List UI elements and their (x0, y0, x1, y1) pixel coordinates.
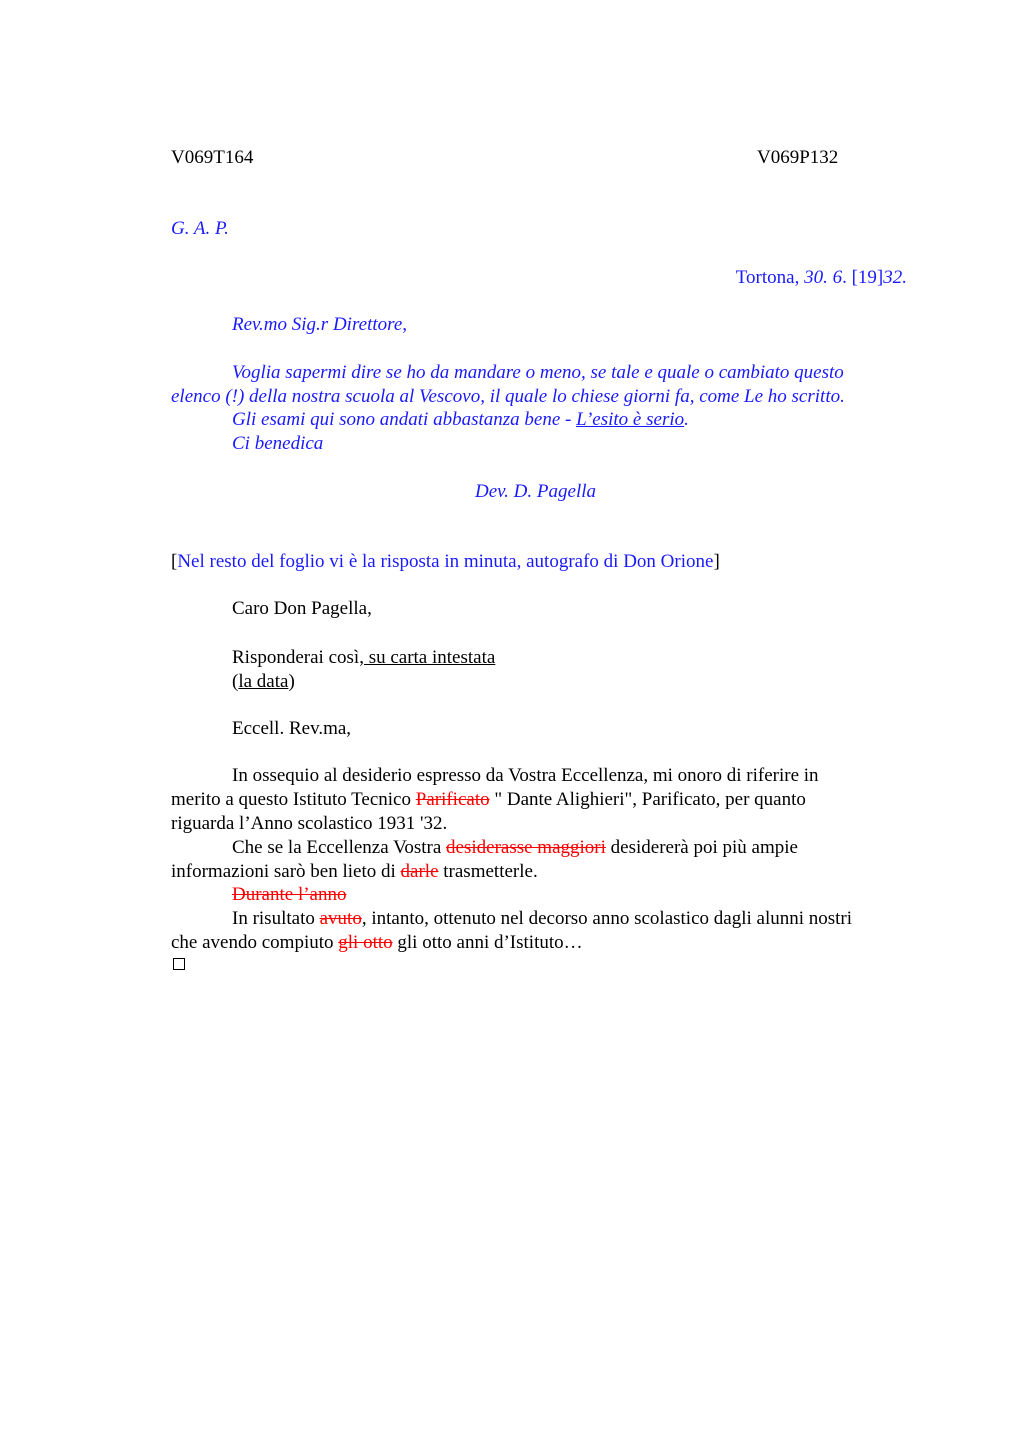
reply-text: Che se la Eccellenza Vostra (232, 837, 447, 858)
salutation: Rev.mo Sig.r Direttore, (232, 314, 408, 335)
date-day: 30. 6 (804, 267, 843, 288)
date-bracket: [19] (851, 267, 884, 288)
reply-text: che avendo compiuto (171, 932, 339, 953)
right-code: V069P132 (757, 147, 839, 168)
signature: Dev. D. Pagella (475, 481, 596, 502)
letter-paragraph-line: elenco (!) della nostra scuola al Vescovo, il quale lo chiese giorni fa, come Le ho scritto. (171, 386, 845, 407)
place: Tortona, (735, 267, 805, 288)
date-underlined: la data (238, 671, 289, 692)
reply-line (232, 907, 852, 931)
reply-line (171, 788, 806, 812)
struck-text: desiderasse maggiori (446, 837, 606, 858)
empty-square-icon (173, 958, 185, 970)
exams-underlined: L’esito è serio (576, 409, 685, 430)
reply-text: merito a questo Istituto Tecnico (171, 789, 416, 810)
exams-text: Gli esami qui sono andati abbastanza bene - (232, 409, 577, 430)
reply-text: gli otto anni d’Istituto… (392, 932, 583, 953)
note-open-bracket: [ (171, 551, 178, 572)
struck-text: Parificato (415, 789, 490, 810)
reply-text: desidererà poi più ampie (605, 837, 798, 858)
reply-greeting: Caro Don Pagella, (232, 598, 372, 619)
letter-paragraph-line (232, 408, 689, 432)
struck-text: gli otto (338, 932, 393, 953)
reply-line: In ossequio al desiderio espresso da Vostra Eccellenza, mi onoro di riferire in (232, 765, 819, 786)
reply-address: Eccell. Rev.ma, (232, 718, 352, 739)
reply-instruction (232, 646, 495, 670)
left-code: V069T164 (171, 147, 254, 168)
reply-text: trasmetterle. (438, 861, 538, 882)
reply-text: informazioni sarò ben lieto di (171, 861, 401, 882)
instruction-underlined: , su carta intestata (359, 647, 496, 668)
reply-line (171, 931, 583, 955)
reply-date-note (232, 670, 295, 694)
date-dot: . (842, 267, 852, 288)
letter-paragraph-line: Voglia sapermi dire se ho da mandare o meno, se tale e quale o cambiato questo (232, 362, 844, 383)
struck-text: avuto (319, 908, 362, 929)
reply-line (232, 836, 798, 860)
struck-line: Durante l’anno (232, 884, 347, 905)
note-close-bracket: ] (713, 551, 720, 572)
sender: G. A. P. (171, 218, 229, 239)
exams-period: . (684, 409, 689, 430)
blessing: Ci benedica (232, 433, 324, 454)
date-close-paren: ) (288, 671, 295, 692)
place-date (736, 266, 907, 290)
reply-line (171, 860, 538, 884)
reply-line: riguarda l’Anno scolastico 1931 '32. (171, 813, 448, 834)
date-year: 32. (883, 267, 907, 288)
reply-text: In risultato (232, 908, 320, 929)
reply-text: , intanto, ottenuto nel decorso anno scolastico dagli alunni nostri (361, 908, 853, 929)
editorial-note (171, 550, 720, 574)
struck-text: darle (400, 861, 439, 882)
date-open-paren: ( (232, 671, 239, 692)
reply-text: " Dante Alighieri", Parificato, per quanto (489, 789, 806, 810)
note-text: Nel resto del foglio vi è la risposta in minuta, autografo di Don Orione (177, 551, 714, 572)
instruction-text: Risponderai così (232, 647, 360, 668)
